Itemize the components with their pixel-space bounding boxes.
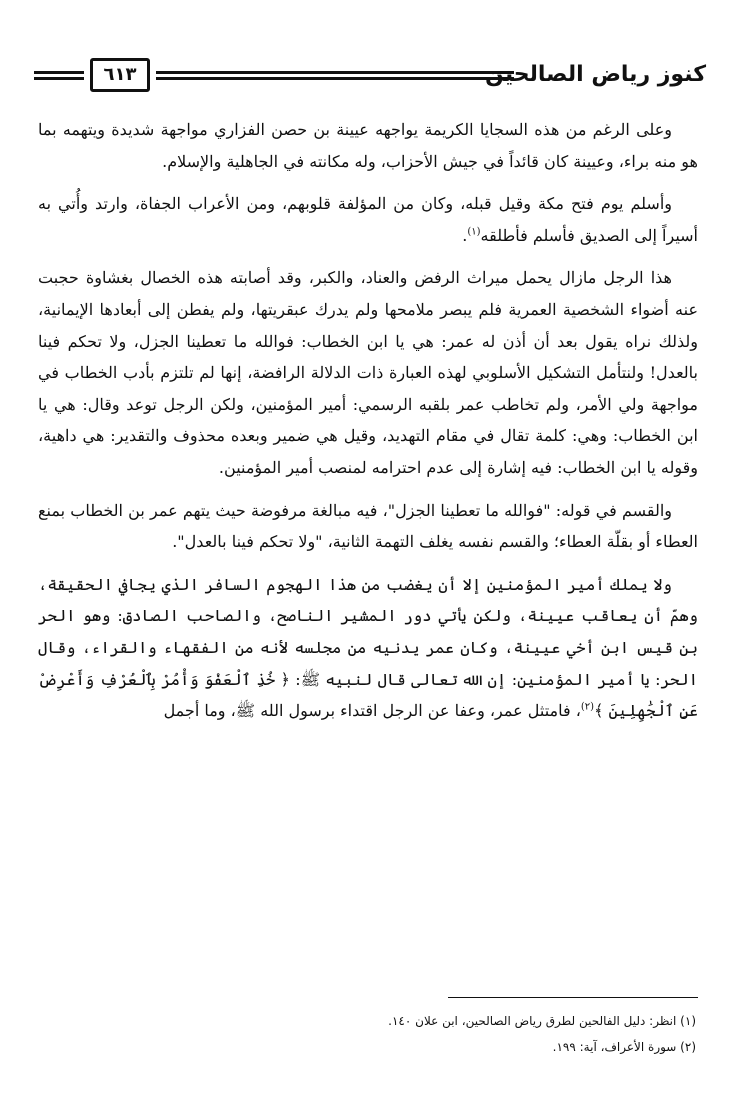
paragraph: وأسلم يوم فتح مكة وقيل قبله، وكان من المؤلفة قلوبهم، ومن الأعراب الجفاة، وارتد وأُتي به أسيراً إلى الصديق فأسلم فأطلقه$^{(١)}$. [38,194,698,245]
footnote-separator [448,997,698,998]
paragraph: وعلى الرغم من هذه السجايا الكريمة يواجهه عيينة بن حصن الفزاري مواجهة شديدة ويتهمه بما هو منه براء، وعيينة كان قائداً في جيش الأحزاب، وله مكانته في الجاهلية والإسلام. [38,120,698,171]
footnotes [46,1008,696,1060]
footnote: (١) انظر: دليل الفالحين لطرق رياض الصالحين، ابن علان ١٤٠. [388,1014,696,1028]
header-rule-end [34,71,84,80]
page-number: ٦١٣ [90,58,150,92]
paragraph: ولا يملك أمير المؤمنين إلا أن يغضب من هذا الهجوم السافر الذي يجافي الحقيقة، وهمّ أن يعاقب عيينة، ولكن يأتي دور المشير الناصح، والصاحب الصادق: وهو الحر بن قيس ابن أخي عيينة، وكان عمر يدنيه من مجلسه لأنه من الفقهاء والقراء، وقال الحر: يا أمير المؤمنين: إن الله تعالى قال لنبيه ﷺ: ﴿ خُذِ ٱلْعَفْوَ وَأْمُرْ بِٱلْعُرْفِ وَأَعْرِضْ عَنِ ٱلْجَٰهِلِينَ ﴾$^{(٢)}$، فامتثل عمر، وعفا عن الرجل اقتداء برسول الله ﷺ، وما أجمل [38,574,698,721]
footnote-reference: (٢) [580,701,595,713]
paragraph: هذا الرجل مازال يحمل ميراث الرفض والعناد، والكبر، وقد أصابته هذه الخصال بغشاوة حجبت عنه أضواء الشخصية العمرية فلم يبصر ملامحها ولم يدرك عبقريتها، ولم يفطن إلى أبعادها الإيمانية، ولذلك نراه يقول بعد أن أذن له عمر: هي يا ابن الخطاب: فوالله ما تعطينا الجزل، ولا تحكم فينا بالعدل! ولنتأمل التشكيل الأسلوبي لهذه العبارة ذات الدلالة الرافضة، إنها لم تلتزم بأدب الخطاب في مواجهة ولي الأمر، ولم تخاطب عمر بلقبه الرسمي: أمير المؤمنين، ولكن الرجل توعد وقال: هي يا ابن الخطاب: وهي: كلمة تقال في مقام التهديد، وقيل هي ضمير وبعده محذوف والتقدير: هي داهية، وقوله يا ابن الخطاب: فيه إشارة إلى عدم احترامه لمنصب أمير المؤمنين. [38,268,699,477]
running-header [34,58,706,98]
footnote: (٢) سورة الأعراف، آية: ١٩٩. [552,1040,696,1054]
header-rule [156,71,514,80]
paragraph: والقسم في قوله: "فوالله ما تعطينا الجزل"، فيه مبالغة مرفوضة حيث يتهم عمر بن الخطاب بمنع العطاء أو بقلّة العطاء؛ والقسم نفسه يغلف التهمة الثانية، "ولا تحكم فينا بالعدل". [38,500,698,552]
footnote-reference: (١) [467,226,481,238]
body-text [38,114,698,738]
book-title: كنوز رياض الصالحين [485,62,706,87]
